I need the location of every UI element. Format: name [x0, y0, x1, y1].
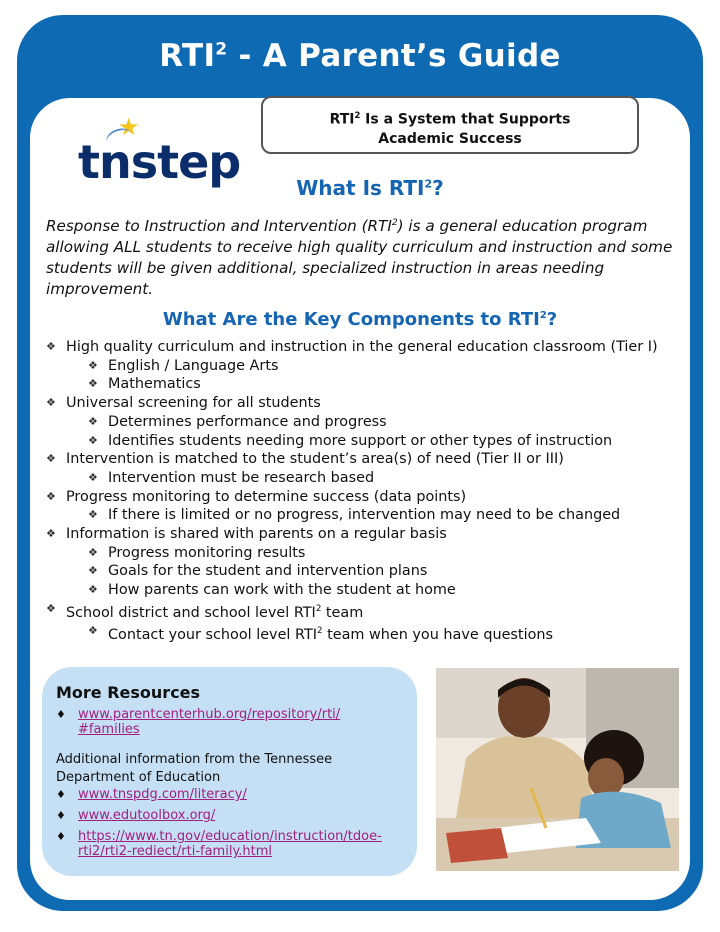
diamond-bullet-icon: ❖: [46, 452, 56, 466]
solid-diamond-icon: ♦: [56, 788, 66, 801]
solid-diamond-icon: ♦: [56, 708, 66, 721]
list-item: ❖ Universal screening for all students ❖ Determines performance and progress ❖ Identifies students needing more support or other types of instruction: [46, 394, 686, 450]
resources-list: [56, 787, 406, 865]
list-item: ❖ Intervention is matched to the student’s area(s) of need (Tier II or III) ❖ Intervention must be research based: [46, 450, 686, 487]
list-item: ❖ Goals for the student and intervention plans: [88, 563, 428, 580]
callout-line-2: Academic Success: [378, 130, 522, 147]
diamond-bullet-icon: ❖: [46, 396, 56, 410]
diamond-bullet-icon: ❖: [46, 527, 56, 541]
diamond-bullet-icon: ❖: [88, 377, 98, 391]
list-item: [56, 808, 406, 823]
list-item: [56, 707, 406, 737]
parent-child-photo: [436, 668, 679, 871]
resources-title: More Resources: [56, 683, 201, 702]
list-item: ❖ English / Language Arts: [88, 357, 279, 374]
callout-line-1: RTI$^2$ Is a System that Supports: [329, 110, 571, 128]
diamond-bullet-icon: ❖: [88, 583, 98, 597]
logo-text: tnstep: [78, 135, 241, 189]
solid-diamond-icon: ♦: [56, 809, 66, 822]
intro-paragraph: Response to Instruction and Intervention (RTI$^2$) is a general education program allowing ALL students to receive high quality curriculum and instruction and some students will be given additional, specialized instruction in areas needing improvement.: [46, 217, 673, 299]
callout-box: [261, 96, 639, 154]
diamond-bullet-icon: ❖: [46, 489, 56, 503]
list-item: ❖ If there is limited or no progress, intervention may need to be changed: [88, 507, 621, 524]
diamond-bullet-icon: ❖: [88, 508, 98, 522]
parentcenterhub-link[interactable]: www.parentcenterhub.org/repository/rti/ #families: [78, 707, 341, 737]
list-item: [56, 787, 406, 802]
list-item: ❖ Intervention must be research based: [88, 469, 375, 486]
tnstep-logo: [78, 113, 241, 195]
list-item: [56, 829, 406, 859]
components-list: [46, 338, 686, 645]
list-item: ❖ High quality curriculum and instruction in the general education classroom (Tier I) ❖ English / Language Arts ❖ Mathematics: [46, 338, 686, 394]
list-item: ❖ Mathematics: [88, 376, 201, 393]
tnspdg-link[interactable]: www.tnspdg.com/literacy/: [78, 787, 247, 802]
resources-note: Additional information from the Tennessee Department of Education: [56, 752, 333, 785]
diamond-bullet-icon: ❖: [46, 601, 56, 615]
page-title: RTI$^2$ - A Parent’s Guide: [159, 38, 561, 74]
what-is-heading: What Is RTI$^2$?: [296, 176, 444, 200]
diamond-bullet-icon: ❖: [88, 624, 98, 638]
diamond-bullet-icon: ❖: [88, 545, 98, 559]
list-item: ❖ Identifies students needing more support or other types of instruction: [88, 432, 613, 449]
resources-list: [56, 707, 406, 743]
diamond-bullet-icon: ❖: [88, 470, 98, 484]
star-icon: ★: [118, 113, 140, 141]
solid-diamond-icon: ♦: [56, 830, 66, 843]
diamond-bullet-icon: ❖: [46, 340, 56, 353]
list-item: ❖ Information is shared with parents on a regular basis ❖ Progress monitoring results ❖ Goals for the student and intervention plans ❖ How parents can work with the student at home: [46, 525, 686, 600]
list-item: ❖ Progress monitoring to determine success (data points) ❖ If there is limited or no progress, intervention may need to be changed: [46, 488, 686, 525]
list-item: ❖ Determines performance and progress: [88, 413, 387, 430]
diamond-bullet-icon: ❖: [88, 564, 98, 578]
list-item: ❖ Progress monitoring results: [88, 544, 306, 561]
list-item: ❖ Contact your school level RTI$^2$ team when you have questions: [88, 624, 553, 644]
resources-box: [42, 667, 417, 876]
list-item: ❖ School district and school level RTI$^2$ team ❖ Contact your school level RTI$^2$ team when you have questions: [46, 600, 686, 645]
list-item: ❖ How parents can work with the student at home: [88, 582, 456, 599]
key-components-heading: What Are the Key Components to RTI$^2$?: [162, 309, 558, 330]
diamond-bullet-icon: ❖: [88, 358, 98, 372]
edutoolbox-link[interactable]: www.edutoolbox.org/: [78, 808, 216, 823]
tn-gov-link[interactable]: https://www.tn.gov/education/instruction/tdoe- rti2/rti2-rediect/rti-family.html: [78, 829, 382, 859]
diamond-bullet-icon: ❖: [88, 414, 98, 428]
diamond-bullet-icon: ❖: [88, 433, 98, 447]
